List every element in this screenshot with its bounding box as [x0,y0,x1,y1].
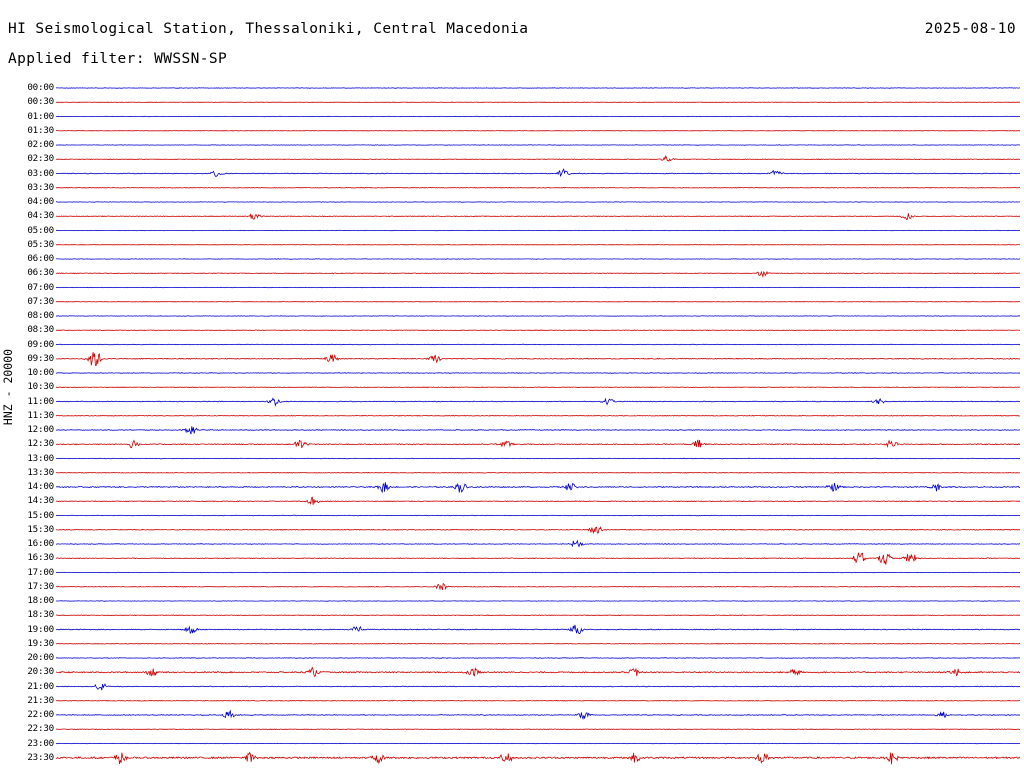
time-tick-label: 14:30 [27,495,54,507]
time-tick-label: 02:30 [27,153,54,165]
time-tick-label: 02:00 [27,139,54,150]
time-tick-label: 22:00 [27,709,54,720]
trace-line [56,527,1020,533]
time-tick-label: 08:30 [27,324,54,336]
time-tick-label: 15:30 [27,523,54,535]
trace-line [56,482,1020,492]
trace-line [56,615,1020,616]
time-tick-label: 01:00 [27,110,54,122]
time-tick-label: 00:30 [27,96,54,108]
date-label: 2025-08-10 [924,21,1016,37]
trace-line [56,711,1020,719]
trace-line [56,541,1020,547]
time-tick-label: 07:30 [27,295,54,307]
time-tick-label: 09:30 [27,352,54,364]
trace-line [56,352,1020,365]
time-tick-label: 20:30 [27,666,54,678]
time-tick-label: 18:30 [27,609,54,621]
filter-label: Applied filter: WWSSN-SP [8,51,228,67]
time-tick-label: 10:30 [27,381,54,393]
trace-line [56,426,1020,434]
trace-line [56,473,1020,474]
time-tick-label: 11:30 [27,409,54,421]
time-tick-label: 17:00 [27,566,54,578]
trace-line [56,330,1020,331]
time-tick-label: 05:00 [27,224,54,236]
time-tick-label: 16:00 [27,538,54,549]
time-tick-label: 05:30 [27,238,54,250]
time-tick-label: 03:30 [27,181,54,193]
trace-line [56,701,1020,702]
trace-line [56,584,1020,591]
trace-line [56,684,1020,690]
time-tick-label: 13:00 [27,452,54,464]
trace-line [56,156,1020,161]
time-tick-label: 17:30 [27,580,54,592]
time-tick-label: 01:30 [27,124,54,136]
trace-line [56,272,1020,277]
time-tick-label: 12:30 [27,438,54,450]
time-tick-label: 04:30 [27,210,54,222]
page-title: HI Seismological Station, Thessaloniki, Central Macedonia [8,21,529,37]
time-tick-label: 23:30 [27,751,54,763]
seismogram-traces [56,78,1020,780]
trace-line [56,553,1020,565]
time-tick-label: 08:00 [27,310,54,321]
time-tick-label: 21:00 [27,680,54,692]
seismogram-plot [0,78,1024,780]
trace-line [56,497,1020,505]
trace-line [56,169,1020,176]
trace-line [56,625,1020,634]
time-tick-label: 06:30 [27,267,54,279]
trace-line [56,644,1020,645]
time-tick-label: 00:00 [27,82,54,93]
time-tick-label: 16:30 [27,552,54,564]
trace-line [56,398,1020,405]
time-tick-label: 11:00 [27,395,54,407]
time-tick-label: 18:00 [27,595,54,606]
trace-line [56,440,1020,448]
time-tick-label: 06:00 [27,253,54,264]
trace-line [56,515,1020,516]
trace-line [56,344,1020,345]
time-tick-label: 21:30 [27,694,54,706]
time-tick-label: 04:00 [27,196,54,207]
time-tick-label: 15:00 [27,509,54,521]
time-tick-label: 09:00 [27,338,54,350]
time-axis-ticks [18,78,54,780]
time-tick-label: 12:00 [27,424,54,435]
trace-line [56,729,1020,730]
time-tick-label: 10:00 [27,367,54,378]
time-tick-label: 19:00 [27,623,54,635]
trace-line [56,188,1020,189]
time-tick-label: 22:30 [27,723,54,735]
trace-line [56,416,1020,417]
trace-line [56,458,1020,459]
time-tick-label: 20:00 [27,652,54,663]
trace-line [56,658,1020,659]
time-tick-label: 14:00 [27,481,54,492]
trace-line [56,373,1020,374]
time-tick-label: 23:00 [27,737,54,749]
trace-line [56,668,1020,677]
trace-line [56,387,1020,388]
time-tick-label: 03:00 [27,167,54,179]
trace-line [56,753,1020,765]
time-tick-label: 07:00 [27,281,54,293]
time-tick-label: 19:30 [27,637,54,649]
y-axis-label-text: HNZ - 20000 [1,348,15,426]
chart-header [0,0,1024,78]
trace-line [56,213,1020,219]
trace-area [56,78,1020,780]
time-tick-label: 13:30 [27,466,54,478]
